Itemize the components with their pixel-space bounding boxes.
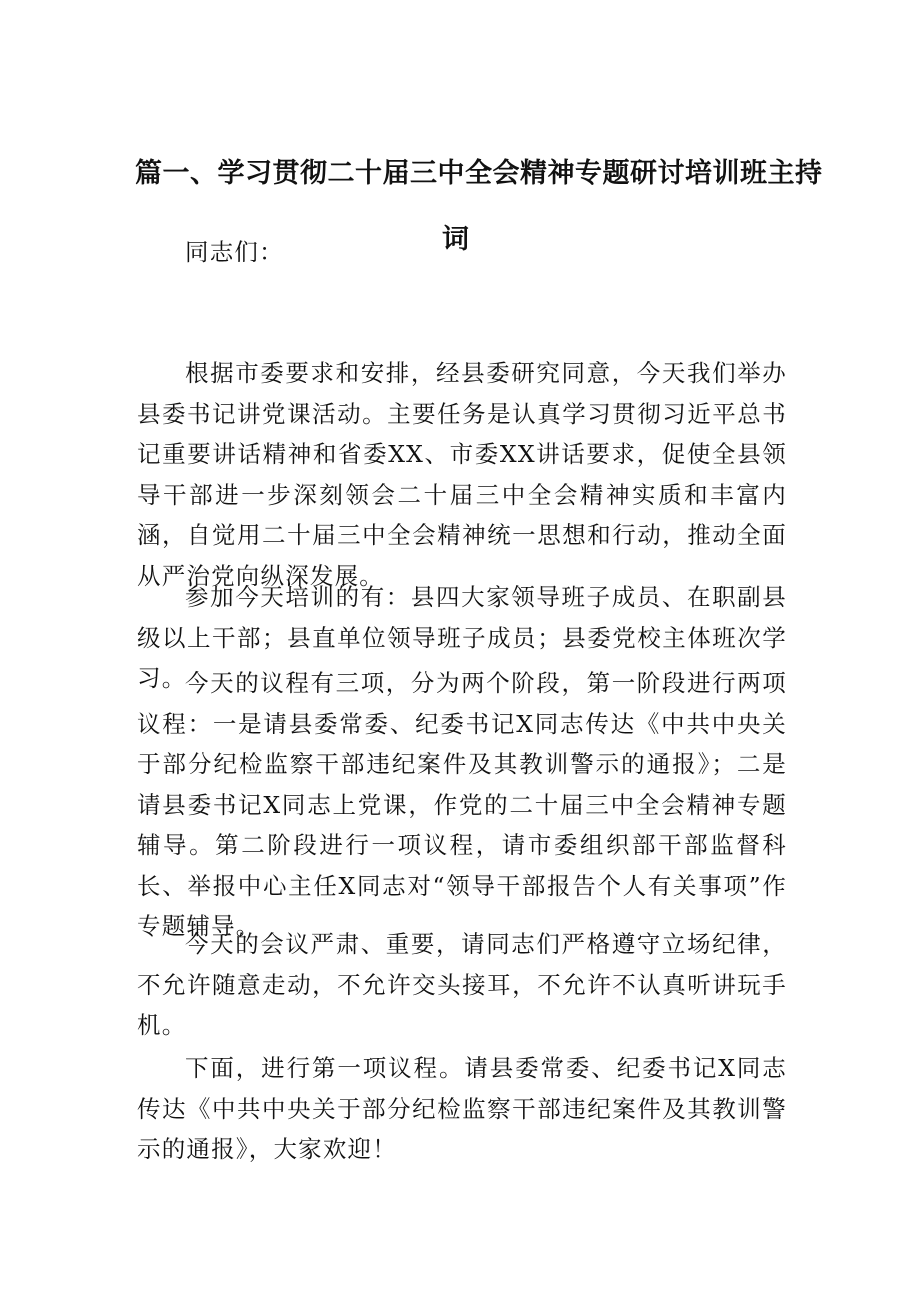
greeting: 同志们：	[185, 238, 284, 266]
paragraph-purpose: 根据市委要求和安排，经县委研究同意，今天我们举办县委书记讲党课活动。主要任务是认真学习贯彻习近平总书记重要讲话精神和省委XX、市委XX讲话要求，促使全县领导干部进一步深刻领会二十届三中全会精神实质和丰富内涵，自觉用二十届三中全会精神统一思想和行动，推动全面从严治党向纵深发展。	[137, 359, 787, 590]
paragraph-discipline: 今天的会议严肃、重要，请同志们严格遵守立场纪律，不允许随意走动，不允许交头接耳，不允许不认真听讲玩手机。	[137, 930, 787, 1039]
paragraph-attendees: 参加今天培训的有：县四大家领导班子成员、在职副县级以上干部；县直单位领导班子成员；县委党校主体班次学习。	[137, 583, 787, 692]
document-title-line-2: 词	[442, 224, 470, 255]
document-title-line-1: 篇一、学习贯彻二十届三中全会精神专题研讨培训班主持	[135, 158, 823, 189]
paragraph-first-item: 下面，进行第一项议程。请县委常委、纪委书记X同志传达《中共中央关于部分纪检监察干部违纪案件及其教训警示的通报》，大家欢迎！	[137, 1054, 787, 1163]
paragraph-agenda: 今天的议程有三项，分为两个阶段，第一阶段进行两项议程：一是请县委常委、纪委书记X同志传达《中共中央关于部分纪检监察干部违纪案件及其教训警示的通报》；二是请县委书记X同志上党课，作党的二十届三中全会精神专题辅导。第二阶段进行一项议程，请市委组织部干部监督科长、举报中心主任X同志对“领导干部报告个人有关事项”作专题辅导。	[137, 669, 787, 940]
